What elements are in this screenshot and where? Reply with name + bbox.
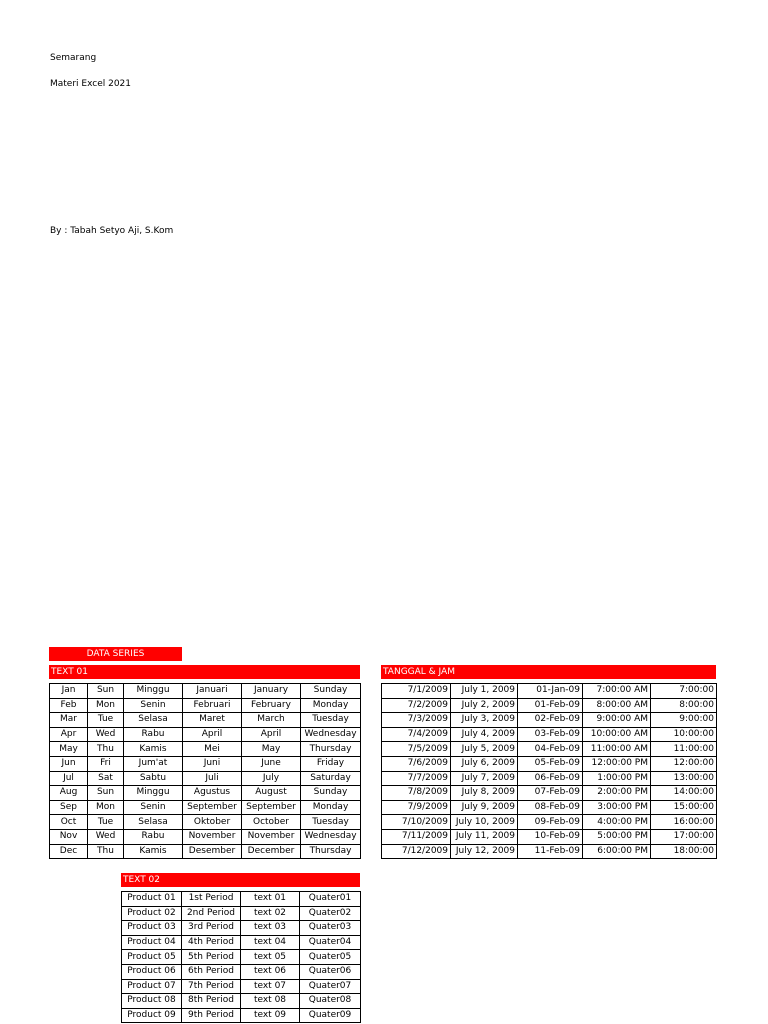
table-cell: text 09 [241, 1008, 300, 1023]
table-cell: text 04 [241, 935, 300, 950]
table-cell: 03-Feb-09 [518, 727, 583, 742]
table-cell: Product 08 [122, 994, 182, 1009]
table-cell: 1st Period [182, 892, 241, 907]
table-cell: July 10, 2009 [451, 815, 518, 830]
table-cell: Sabtu [124, 771, 183, 786]
table-cell: July 1, 2009 [451, 684, 518, 699]
table-cell: 07-Feb-09 [518, 786, 583, 801]
table-cell: Jul [50, 771, 88, 786]
table-cell: 13:00:00 [651, 771, 717, 786]
table-row [122, 921, 361, 936]
table-cell: 7/11/2009 [382, 829, 451, 844]
table-cell: 7/5/2009 [382, 742, 451, 757]
text01-table [49, 683, 361, 859]
table-cell: April [242, 727, 301, 742]
text02-banner: TEXT 02 [121, 873, 360, 887]
table-cell: Aug [50, 786, 88, 801]
table-cell: Quater09 [300, 1008, 361, 1023]
table-cell: Sunday [301, 786, 361, 801]
table-cell: March [242, 713, 301, 728]
table-cell: July 6, 2009 [451, 756, 518, 771]
table-cell: July [242, 771, 301, 786]
table-row [382, 771, 717, 786]
table-cell: Product 01 [122, 892, 182, 907]
tanggal-jam-banner: TANGGAL & JAM [381, 665, 716, 679]
table-cell: Selasa [124, 815, 183, 830]
table-cell: Apr [50, 727, 88, 742]
table-row [382, 698, 717, 713]
table-cell: 2nd Period [182, 906, 241, 921]
table-cell: Sun [88, 786, 124, 801]
table-cell: Product 07 [122, 979, 182, 994]
table-cell: Quater04 [300, 935, 361, 950]
table-cell: Wed [88, 829, 124, 844]
table-cell: 12:00:00 [651, 756, 717, 771]
table-cell: Maret [183, 713, 242, 728]
table-cell: 02-Feb-09 [518, 713, 583, 728]
table-row [382, 727, 717, 742]
table-cell: September [242, 800, 301, 815]
table-cell: 7/6/2009 [382, 756, 451, 771]
table-cell: Kamis [124, 742, 183, 757]
table-cell: Tue [88, 713, 124, 728]
table-cell: 7/8/2009 [382, 786, 451, 801]
table-cell: 16:00:00 [651, 815, 717, 830]
table-cell: 4:00:00 PM [583, 815, 651, 830]
table-cell: 7/2/2009 [382, 698, 451, 713]
table-cell: July 4, 2009 [451, 727, 518, 742]
table-cell: Desember [183, 844, 242, 859]
table-cell: 4th Period [182, 935, 241, 950]
table-cell: Senin [124, 698, 183, 713]
table-cell: Mon [88, 800, 124, 815]
table-cell: 7/9/2009 [382, 800, 451, 815]
table-cell: text 03 [241, 921, 300, 936]
table-cell: July 11, 2009 [451, 829, 518, 844]
table-cell: July 3, 2009 [451, 713, 518, 728]
table-cell: Quater02 [300, 906, 361, 921]
table-cell: October [242, 815, 301, 830]
course-title: Materi Excel 2021 [50, 79, 132, 89]
table-cell: November [183, 829, 242, 844]
table-cell: Wednesday [301, 829, 361, 844]
table-cell: September [183, 800, 242, 815]
table-row [50, 742, 361, 757]
table-cell: 08-Feb-09 [518, 800, 583, 815]
table-cell: Thu [88, 844, 124, 859]
table-row [382, 684, 717, 699]
table-row [122, 979, 361, 994]
table-cell: Juli [183, 771, 242, 786]
city-label: Semarang [50, 53, 97, 63]
table-cell: Mar [50, 713, 88, 728]
table-cell: Sunday [301, 684, 361, 699]
table-cell: Monday [301, 698, 361, 713]
table-row [50, 771, 361, 786]
table-cell: 10-Feb-09 [518, 829, 583, 844]
table-row [382, 786, 717, 801]
table-cell: Senin [124, 800, 183, 815]
table-cell: Thu [88, 742, 124, 757]
table-cell: December [242, 844, 301, 859]
table-cell: 11-Feb-09 [518, 844, 583, 859]
table-cell: Tuesday [301, 815, 361, 830]
table-cell: Jum'at [124, 756, 183, 771]
table-cell: Quater08 [300, 994, 361, 1009]
table-cell: Sat [88, 771, 124, 786]
table-cell: 11:00:00 AM [583, 742, 651, 757]
table-cell: Januari [183, 684, 242, 699]
table-cell: 7/3/2009 [382, 713, 451, 728]
table-row [50, 844, 361, 859]
table-cell: Wed [88, 727, 124, 742]
table-cell: Thursday [301, 742, 361, 757]
table-row [50, 684, 361, 699]
text02-table [121, 891, 361, 1023]
table-cell: 12:00:00 PM [583, 756, 651, 771]
table-cell: 7/7/2009 [382, 771, 451, 786]
table-row [50, 727, 361, 742]
table-cell: Quater07 [300, 979, 361, 994]
table-cell: Nov [50, 829, 88, 844]
table-cell: Jan [50, 684, 88, 699]
table-cell: 7/12/2009 [382, 844, 451, 859]
table-cell: text 01 [241, 892, 300, 907]
table-cell: 01-Jan-09 [518, 684, 583, 699]
table-cell: Quater05 [300, 950, 361, 965]
table-cell: 15:00:00 [651, 800, 717, 815]
table-row [382, 800, 717, 815]
table-cell: 10:00:00 AM [583, 727, 651, 742]
table-cell: Juni [183, 756, 242, 771]
table-cell: 8th Period [182, 994, 241, 1009]
table-cell: text 02 [241, 906, 300, 921]
table-cell: 7/4/2009 [382, 727, 451, 742]
table-cell: 18:00:00 [651, 844, 717, 859]
table-cell: August [242, 786, 301, 801]
table-cell: July 7, 2009 [451, 771, 518, 786]
table-cell: February [242, 698, 301, 713]
table-cell: 14:00:00 [651, 786, 717, 801]
author-label: By : Tabah Setyo Aji, S.Kom [50, 226, 174, 236]
table-cell: text 08 [241, 994, 300, 1009]
table-row [382, 829, 717, 844]
table-cell: May [242, 742, 301, 757]
table-row [50, 829, 361, 844]
table-row [122, 906, 361, 921]
table-cell: text 06 [241, 964, 300, 979]
table-cell: 6th Period [182, 964, 241, 979]
table-row [50, 786, 361, 801]
table-row [122, 964, 361, 979]
table-row [122, 950, 361, 965]
table-cell: Product 04 [122, 935, 182, 950]
table-row [50, 815, 361, 830]
table-row [50, 713, 361, 728]
table-cell: 7/1/2009 [382, 684, 451, 699]
table-cell: Mei [183, 742, 242, 757]
table-cell: May [50, 742, 88, 757]
table-cell: Rabu [124, 727, 183, 742]
table-cell: 7/10/2009 [382, 815, 451, 830]
table-cell: text 05 [241, 950, 300, 965]
table-cell: Mon [88, 698, 124, 713]
table-row [122, 892, 361, 907]
table-cell: July 2, 2009 [451, 698, 518, 713]
table-cell: 3rd Period [182, 921, 241, 936]
table-cell: Product 03 [122, 921, 182, 936]
table-cell: July 12, 2009 [451, 844, 518, 859]
table-cell: Sun [88, 684, 124, 699]
table-row [382, 756, 717, 771]
table-cell: 01-Feb-09 [518, 698, 583, 713]
table-cell: 2:00:00 PM [583, 786, 651, 801]
table-cell: Fri [88, 756, 124, 771]
table-cell: June [242, 756, 301, 771]
table-cell: 04-Feb-09 [518, 742, 583, 757]
table-cell: 7th Period [182, 979, 241, 994]
table-cell: April [183, 727, 242, 742]
table-cell: Wednesday [301, 727, 361, 742]
table-cell: 11:00:00 [651, 742, 717, 757]
table-cell: Monday [301, 800, 361, 815]
table-row [382, 844, 717, 859]
text01-banner: TEXT 01 [49, 665, 360, 679]
table-cell: Agustus [183, 786, 242, 801]
table-cell: 06-Feb-09 [518, 771, 583, 786]
table-cell: 5th Period [182, 950, 241, 965]
table-row [50, 800, 361, 815]
table-row [382, 742, 717, 757]
table-cell: text 07 [241, 979, 300, 994]
table-cell: Tue [88, 815, 124, 830]
table-cell: Minggu [124, 786, 183, 801]
table-cell: 9:00:00 AM [583, 713, 651, 728]
table-cell: Product 02 [122, 906, 182, 921]
table-cell: Friday [301, 756, 361, 771]
table-cell: 6:00:00 PM [583, 844, 651, 859]
table-cell: Rabu [124, 829, 183, 844]
table-cell: Jun [50, 756, 88, 771]
table-cell: July 5, 2009 [451, 742, 518, 757]
table-cell: 17:00:00 [651, 829, 717, 844]
table-cell: 7:00:00 AM [583, 684, 651, 699]
table-cell: 1:00:00 PM [583, 771, 651, 786]
table-cell: Oct [50, 815, 88, 830]
table-cell: Product 06 [122, 964, 182, 979]
table-row [122, 994, 361, 1009]
table-cell: Februari [183, 698, 242, 713]
table-cell: November [242, 829, 301, 844]
table-cell: 5:00:00 PM [583, 829, 651, 844]
table-cell: Selasa [124, 713, 183, 728]
table-cell: Sep [50, 800, 88, 815]
table-cell: Oktober [183, 815, 242, 830]
table-cell: 3:00:00 PM [583, 800, 651, 815]
table-row [50, 756, 361, 771]
table-cell: July 8, 2009 [451, 786, 518, 801]
data-series-banner: DATA SERIES [49, 647, 182, 661]
table-cell: Feb [50, 698, 88, 713]
table-cell: 9th Period [182, 1008, 241, 1023]
tanggal-jam-table [381, 683, 717, 859]
table-cell: 10:00:00 [651, 727, 717, 742]
table-cell: Minggu [124, 684, 183, 699]
table-row [382, 713, 717, 728]
table-cell: 05-Feb-09 [518, 756, 583, 771]
table-cell: Thursday [301, 844, 361, 859]
table-cell: 7:00:00 [651, 684, 717, 699]
table-cell: 09-Feb-09 [518, 815, 583, 830]
table-cell: January [242, 684, 301, 699]
table-cell: Quater01 [300, 892, 361, 907]
table-cell: Saturday [301, 771, 361, 786]
table-cell: Quater06 [300, 964, 361, 979]
table-cell: Tuesday [301, 713, 361, 728]
table-cell: Quater03 [300, 921, 361, 936]
table-cell: Product 09 [122, 1008, 182, 1023]
table-row [50, 698, 361, 713]
table-row [122, 1008, 361, 1023]
table-row [122, 935, 361, 950]
table-cell: 9:00:00 [651, 713, 717, 728]
table-cell: Dec [50, 844, 88, 859]
table-row [382, 815, 717, 830]
table-cell: 8:00:00 AM [583, 698, 651, 713]
table-cell: 8:00:00 [651, 698, 717, 713]
table-cell: Product 05 [122, 950, 182, 965]
table-cell: July 9, 2009 [451, 800, 518, 815]
table-cell: Kamis [124, 844, 183, 859]
